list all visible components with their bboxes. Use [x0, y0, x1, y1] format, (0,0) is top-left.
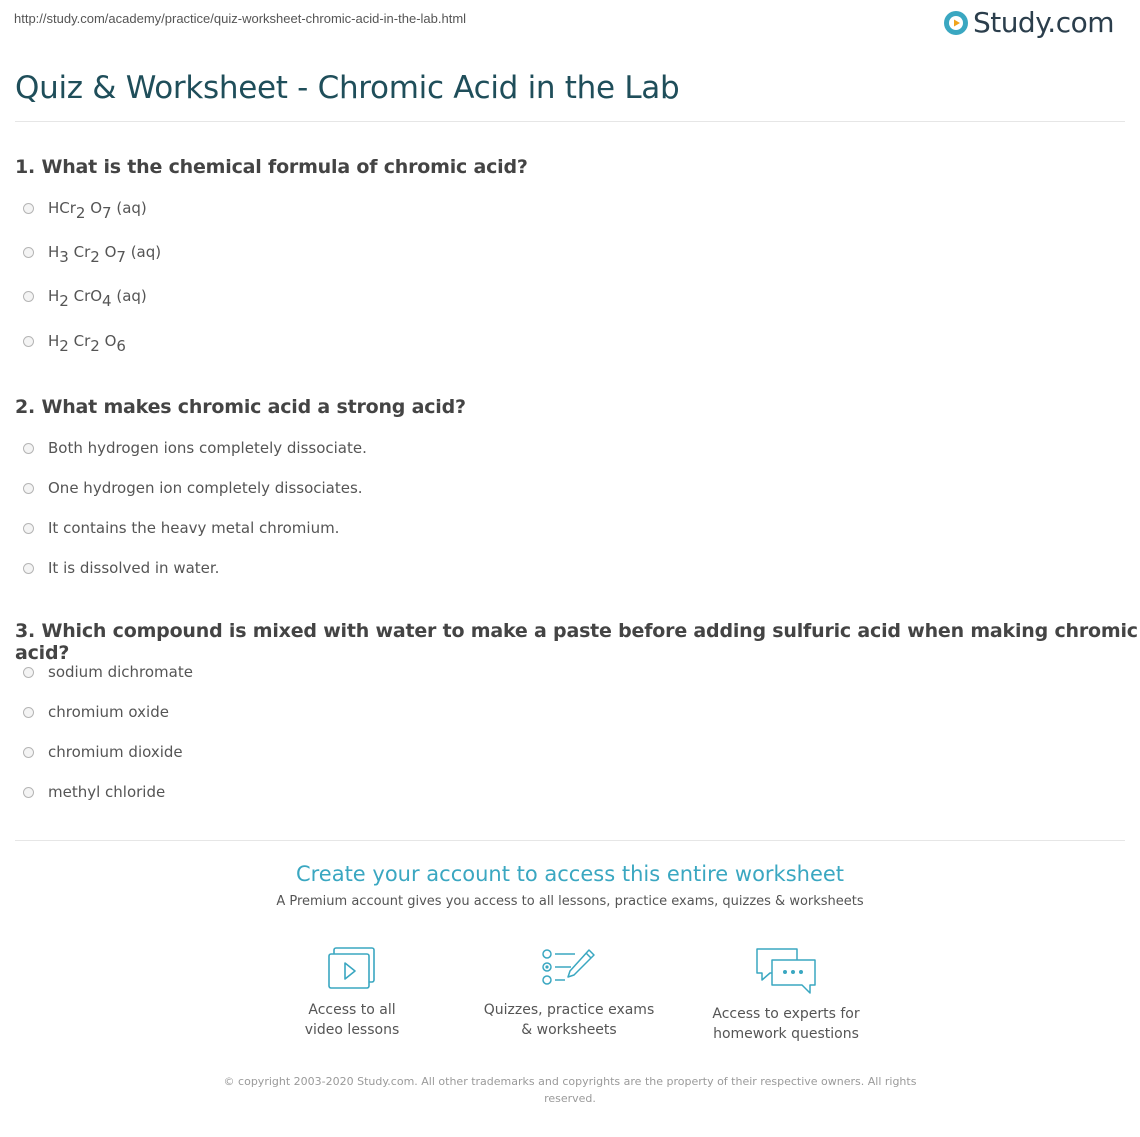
q1-option[interactable]: [23, 332, 126, 355]
radio-button[interactable]: [23, 747, 34, 758]
q3-option[interactable]: [23, 783, 165, 801]
subscript: 2: [90, 248, 100, 266]
create-account-link[interactable]: Create your account to access this entire worksheet: [295, 862, 845, 886]
q1-option[interactable]: [23, 243, 162, 266]
option-label: One hydrogen ion completely dissociates.: [48, 479, 363, 497]
option-label: $H_3$ $Cr_2$ $O_7$ (aq): [48, 243, 162, 266]
feature-experts: [696, 946, 876, 1044]
radio-button[interactable]: [23, 563, 34, 574]
option-label: It contains the heavy metal chromium.: [48, 519, 340, 537]
quiz-checklist-icon: [541, 946, 597, 992]
radio-button[interactable]: [23, 443, 34, 454]
page-title: Quiz & Worksheet - Chromic Acid in the Lab: [15, 70, 680, 106]
subscript: 2: [59, 292, 69, 310]
feature-quizzes: [479, 946, 659, 1040]
subscript: 3: [59, 248, 69, 266]
radio-button[interactable]: [23, 667, 34, 678]
feature-label: Quizzes, practice exams & worksheets: [483, 1002, 655, 1038]
cta-divider: [15, 840, 1125, 841]
radio-button[interactable]: [23, 483, 34, 494]
radio-button[interactable]: [23, 707, 34, 718]
q1-option[interactable]: [23, 199, 147, 222]
q2-option[interactable]: [23, 479, 363, 497]
feature-label: Access to all video lessons: [304, 1002, 400, 1038]
q3-option[interactable]: [23, 743, 183, 761]
subscript: 2: [90, 337, 100, 355]
option-label: It is dissolved in water.: [48, 559, 220, 577]
subscript: 7: [102, 204, 112, 222]
option-label: Both hydrogen ions completely dissociate.: [48, 439, 367, 457]
question-3: 3. Which compound is mixed with water to make a paste before adding sulfuric acid when making chromic acid?: [15, 620, 1138, 664]
radio-button[interactable]: [23, 247, 34, 258]
logo-text: Study.com: [972, 6, 1114, 39]
copyright-footer: © copyright 2003-2020 Study.com. All other trademarks and copyrights are the property of their respective owners. All rights reserved.: [223, 1075, 917, 1105]
play-logo-icon: [943, 10, 969, 36]
radio-button[interactable]: [23, 203, 34, 214]
video-lessons-icon: [326, 946, 378, 992]
q3-option[interactable]: [23, 703, 169, 721]
radio-button[interactable]: [23, 291, 34, 302]
title-divider: [15, 121, 1125, 122]
cta-subtitle: A Premium account gives you access to all lessons, practice exams, quizzes & worksheets: [276, 894, 864, 909]
radio-button[interactable]: [23, 523, 34, 534]
q2-option[interactable]: [23, 439, 367, 457]
study-logo[interactable]: [943, 6, 1114, 39]
option-label: chromium dioxide: [48, 743, 183, 761]
subscript: 2: [59, 337, 69, 355]
subscript: 2: [75, 204, 86, 222]
subscript: 6: [116, 337, 126, 355]
feature-label: Access to experts for homework questions: [712, 1006, 860, 1042]
q2-option[interactable]: [23, 519, 339, 537]
radio-button[interactable]: [23, 336, 34, 347]
option-label: sodium dichromate: [48, 663, 193, 681]
option-label: chromium oxide: [48, 703, 169, 721]
subscript: 4: [102, 292, 112, 310]
radio-button[interactable]: [23, 787, 34, 798]
q1-option[interactable]: [23, 287, 147, 310]
option-label: methyl chloride: [48, 783, 166, 801]
question-1: 1. What is the chemical formula of chromic acid?: [15, 156, 528, 178]
chat-bubbles-icon: [754, 946, 818, 996]
option-label: $H_2$ CrO$_4$ (aq): [48, 287, 147, 310]
option-label: HCr$_2$ $O_7$ (aq): [48, 199, 147, 222]
q2-option[interactable]: [23, 559, 219, 577]
page-url: http://study.com/academy/practice/quiz-worksheet-chromic-acid-in-the-lab.html: [14, 11, 467, 26]
q3-option[interactable]: [23, 663, 193, 681]
feature-video-lessons: [262, 946, 442, 1040]
option-label: $H_2$ $Cr_2$ $O_6$: [48, 332, 126, 355]
subscript: 7: [116, 248, 126, 266]
question-2: 2. What makes chromic acid a strong acid?: [15, 396, 466, 418]
